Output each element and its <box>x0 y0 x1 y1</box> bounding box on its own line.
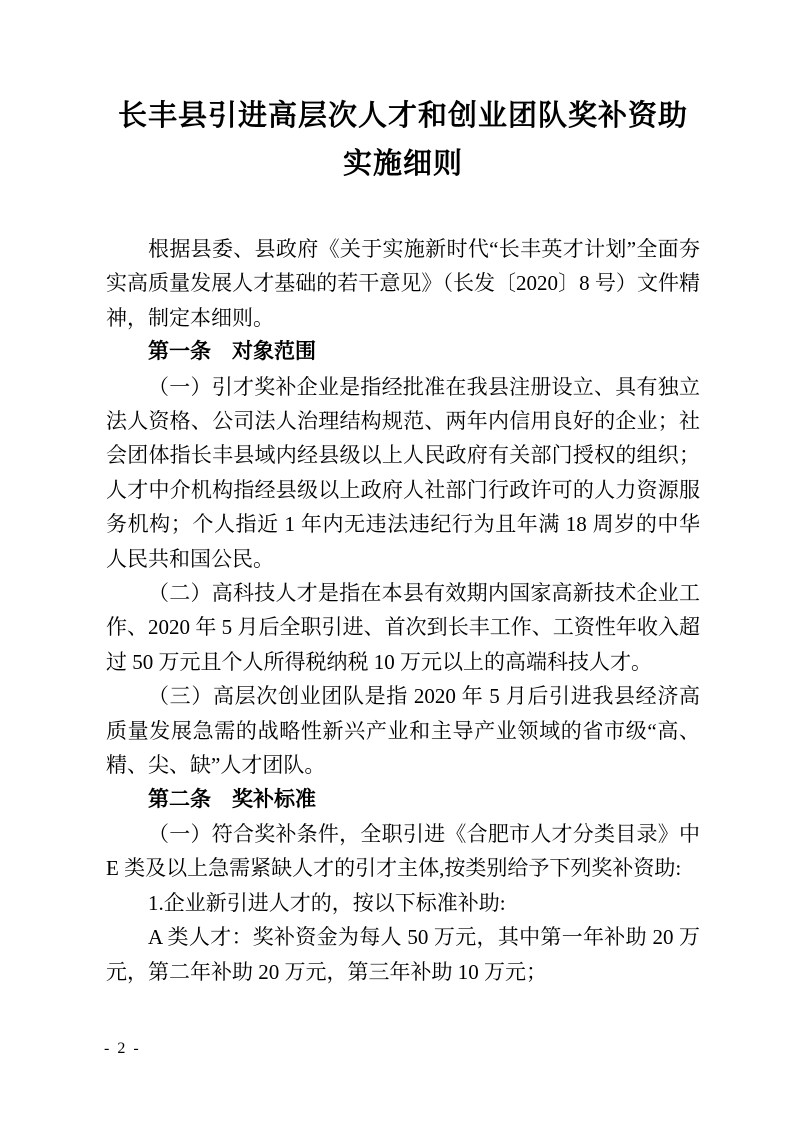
document-title <box>106 92 700 188</box>
document-paragraph-item-3: （三）高层次创业团队是指 2020 年 5 月后引进我县经济高质量发展急需的战略性新兴产业和主导产业领域的省市级“高、精、尖、缺”人才团队。 <box>106 684 700 778</box>
document-title-line-1: 长丰县引进高层次人才和创业团队奖补资助 <box>117 100 688 132</box>
document-paragraph-standard-1: （一）符合奖补条件，全职引进《合肥市人才分类目录》中 E 类及以上急需紧缺人才的引才主体,按类别给予下列奖补资助: <box>106 821 700 881</box>
page-number: - 2 - <box>104 1040 141 1057</box>
document-paragraph-item-2: （二）高科技人才是指在本县有效期内国家高新技术企业工作、2020 年 5 月后全职引进、首次到长丰工作、工资性年收入超过 50 万元且个人所得税纳税 10 万元以上的高端科技人才。 <box>106 581 700 674</box>
document-paragraph-standard-3: A 类人才：奖补资金为每人 50 万元，其中第一年补助 20 万元，第二年补助 20 万元，第三年补助 10 万元； <box>106 925 700 984</box>
document-title-line-2: 实施细则 <box>342 148 463 180</box>
document-paragraph-item-1: （一）引才奖补企业是指经批准在我县注册设立、具有独立法人资格、公司法人治理结构规范、两年内信用良好的企业；社会团体指长丰县域内经县级以上人民政府有关部门授权的组织；人才中介机构指经县级以上政府人社部门行政许可的人力资源服务机构；个人指近 1 年内无违法违纪行为且年满 18 周岁的中华人民共和国公民。 <box>106 374 700 571</box>
section-heading-article-2: 第二条 奖补标准 <box>148 787 316 811</box>
document-paragraph-intro: 根据县委、县政府《关于实施新时代“长丰英才计划”全面夯实高质量发展人才基础的若干意见》（长发〔2020〕8 号）文件精神，制定本细则。 <box>106 237 700 330</box>
document-paragraph-standard-2: 1.企业新引进人才的，按以下标准补助: <box>148 890 506 915</box>
document-content <box>106 92 700 989</box>
section-heading-article-1: 第一条 对象范围 <box>148 340 316 364</box>
